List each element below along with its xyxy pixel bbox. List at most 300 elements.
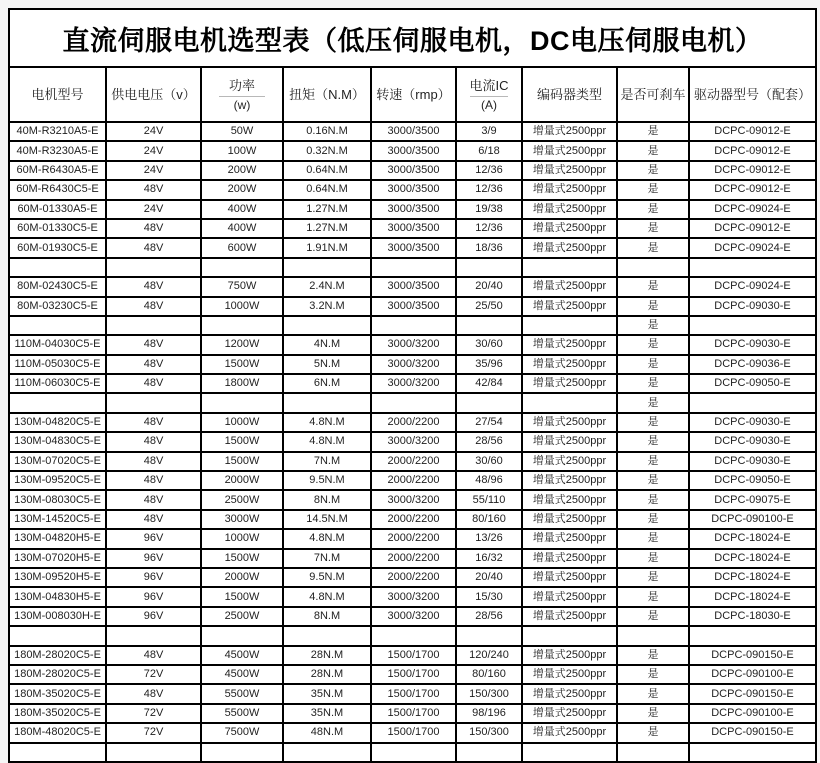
cell-brake: 是: [617, 316, 689, 335]
cell-model: 60M-01330A5-E: [9, 200, 106, 219]
cell-current: 19/38: [456, 200, 522, 219]
cell-encoder: 增量式2500ppr: [522, 549, 617, 568]
cell-voltage: 48V: [106, 490, 201, 509]
cell-current: 150/300: [456, 723, 522, 742]
cell-torque: 0.64N.M: [283, 180, 371, 199]
cell-power: 1000W: [201, 297, 283, 316]
table-row: [9, 471, 816, 490]
cell-model: 60M-R6430C5-E: [9, 180, 106, 199]
cell-model: 130M-09520H5-E: [9, 568, 106, 587]
cell-current: 80/160: [456, 665, 522, 684]
table-row: [9, 432, 816, 451]
cell-brake: 是: [617, 568, 689, 587]
cell-driver: DCPC-09030-E: [689, 413, 816, 432]
table-row: [9, 180, 816, 199]
cell-current: [456, 393, 522, 412]
cell-brake: 是: [617, 141, 689, 160]
cell-speed: [371, 393, 456, 412]
cell-power: 1000W: [201, 413, 283, 432]
column-header-current: [456, 67, 522, 122]
table-row: [9, 355, 816, 374]
cell-current: [456, 258, 522, 277]
cell-current: 15/30: [456, 587, 522, 606]
cell-voltage: 24V: [106, 141, 201, 160]
cell-torque: 4.8N.M: [283, 432, 371, 451]
cell-speed: 2000/2200: [371, 452, 456, 471]
cell-driver: DCPC-090100-E: [689, 510, 816, 529]
cell-brake: 是: [617, 432, 689, 451]
cell-model: 40M-R3230A5-E: [9, 141, 106, 160]
column-header-voltage: [106, 67, 201, 122]
table-row: [9, 297, 816, 316]
cell-driver: DCPC-09024-E: [689, 200, 816, 219]
table-row: [9, 549, 816, 568]
cell-power: 200W: [201, 161, 283, 180]
cell-voltage: [106, 316, 201, 335]
cell-model: 180M-35020C5-E: [9, 704, 106, 723]
cell-brake: [617, 258, 689, 277]
cell-torque: 1.27N.M: [283, 219, 371, 238]
cell-encoder: 增量式2500ppr: [522, 490, 617, 509]
cell-driver: DCPC-09012-E: [689, 122, 816, 141]
cell-power: 750W: [201, 277, 283, 296]
cell-brake: 是: [617, 587, 689, 606]
cell-encoder: [522, 393, 617, 412]
table-row: [9, 200, 816, 219]
cell-voltage: 96V: [106, 607, 201, 626]
cell-torque: 4.8N.M: [283, 587, 371, 606]
cell-power: [201, 626, 283, 645]
cell-driver: DCPC-090100-E: [689, 704, 816, 723]
cell-encoder: 增量式2500ppr: [522, 219, 617, 238]
column-header-unit: (w): [219, 96, 265, 112]
table-row: [9, 413, 816, 432]
cell-encoder: 增量式2500ppr: [522, 452, 617, 471]
cell-torque: 2.4N.M: [283, 277, 371, 296]
cell-speed: 3000/3500: [371, 277, 456, 296]
cell-driver: DCPC-09036-E: [689, 355, 816, 374]
cell-speed: 3000/3500: [371, 161, 456, 180]
cell-model: [9, 626, 106, 645]
cell-model: [9, 393, 106, 412]
cell-encoder: 增量式2500ppr: [522, 238, 617, 257]
cell-current: 28/56: [456, 607, 522, 626]
cell-power: 2000W: [201, 471, 283, 490]
cell-driver: DCPC-09075-E: [689, 490, 816, 509]
cell-model: 60M-01930C5-E: [9, 238, 106, 257]
cell-power: 400W: [201, 219, 283, 238]
cell-current: 55/110: [456, 490, 522, 509]
cell-speed: 3000/3200: [371, 374, 456, 393]
cell-voltage: 48V: [106, 510, 201, 529]
cell-power: [201, 393, 283, 412]
column-header-model: [9, 67, 106, 122]
cell-voltage: 24V: [106, 161, 201, 180]
cell-encoder: 增量式2500ppr: [522, 355, 617, 374]
cell-brake: 是: [617, 646, 689, 665]
cell-encoder: 增量式2500ppr: [522, 180, 617, 199]
table-row: [9, 723, 816, 742]
cell-torque: 9.5N.M: [283, 471, 371, 490]
cell-power: 2500W: [201, 490, 283, 509]
cell-driver: DCPC-090150-E: [689, 646, 816, 665]
cell-brake: 是: [617, 471, 689, 490]
cell-encoder: 增量式2500ppr: [522, 335, 617, 354]
cell-driver: DCPC-09012-E: [689, 219, 816, 238]
cell-brake: 是: [617, 238, 689, 257]
cell-encoder: 增量式2500ppr: [522, 374, 617, 393]
cell-model: 60M-01330C5-E: [9, 219, 106, 238]
table-row: [9, 743, 816, 762]
cell-voltage: 48V: [106, 335, 201, 354]
column-header-label: 驱动器型号（配套）: [693, 86, 811, 102]
cell-torque: 14.5N.M: [283, 510, 371, 529]
cell-model: 80M-02430C5-E: [9, 277, 106, 296]
cell-driver: DCPC-09030-E: [689, 335, 816, 354]
cell-torque: [283, 393, 371, 412]
cell-encoder: 增量式2500ppr: [522, 200, 617, 219]
column-header-unit: (A): [470, 96, 507, 112]
cell-speed: 3000/3500: [371, 200, 456, 219]
table-row: [9, 335, 816, 354]
cell-torque: 8N.M: [283, 607, 371, 626]
cell-power: 1500W: [201, 549, 283, 568]
cell-current: 150/300: [456, 684, 522, 703]
cell-brake: 是: [617, 297, 689, 316]
cell-model: 40M-R3210A5-E: [9, 122, 106, 141]
cell-torque: 4N.M: [283, 335, 371, 354]
cell-current: 12/36: [456, 180, 522, 199]
cell-torque: [283, 258, 371, 277]
motor-selection-table: [8, 8, 817, 763]
cell-power: 1500W: [201, 587, 283, 606]
cell-torque: [283, 743, 371, 762]
cell-driver: DCPC-09030-E: [689, 297, 816, 316]
cell-encoder: 增量式2500ppr: [522, 704, 617, 723]
table-row: [9, 277, 816, 296]
cell-voltage: 24V: [106, 200, 201, 219]
cell-torque: 7N.M: [283, 549, 371, 568]
cell-speed: 2000/2200: [371, 510, 456, 529]
cell-current: 20/40: [456, 568, 522, 587]
table-row: [9, 161, 816, 180]
cell-driver: [689, 393, 816, 412]
cell-voltage: 48V: [106, 374, 201, 393]
cell-torque: 1.27N.M: [283, 200, 371, 219]
cell-voltage: 48V: [106, 277, 201, 296]
cell-model: 180M-28020C5-E: [9, 646, 106, 665]
cell-torque: 28N.M: [283, 646, 371, 665]
cell-driver: DCPC-09012-E: [689, 161, 816, 180]
cell-power: 600W: [201, 238, 283, 257]
cell-current: 18/36: [456, 238, 522, 257]
cell-current: 12/36: [456, 219, 522, 238]
table-row: [9, 704, 816, 723]
cell-encoder: 增量式2500ppr: [522, 684, 617, 703]
cell-current: 80/160: [456, 510, 522, 529]
cell-encoder: [522, 316, 617, 335]
cell-power: 1500W: [201, 452, 283, 471]
cell-power: [201, 258, 283, 277]
cell-encoder: 增量式2500ppr: [522, 277, 617, 296]
cell-brake: 是: [617, 723, 689, 742]
table-row: [9, 141, 816, 160]
cell-brake: 是: [617, 529, 689, 548]
cell-model: 130M-07020H5-E: [9, 549, 106, 568]
cell-voltage: 48V: [106, 471, 201, 490]
cell-power: 4500W: [201, 646, 283, 665]
cell-speed: [371, 626, 456, 645]
column-header-label: 电流IC: [469, 77, 509, 93]
cell-encoder: 增量式2500ppr: [522, 432, 617, 451]
cell-current: [456, 626, 522, 645]
cell-torque: 7N.M: [283, 452, 371, 471]
cell-driver: [689, 258, 816, 277]
cell-current: 3/9: [456, 122, 522, 141]
cell-speed: 2000/2200: [371, 549, 456, 568]
column-header-speed: [371, 67, 456, 122]
cell-model: 180M-28020C5-E: [9, 665, 106, 684]
table-row: [9, 665, 816, 684]
cell-current: 48/96: [456, 471, 522, 490]
table-row: [9, 646, 816, 665]
cell-model: 110M-04030C5-E: [9, 335, 106, 354]
cell-voltage: [106, 393, 201, 412]
cell-speed: 3000/3200: [371, 355, 456, 374]
table-row: [9, 393, 816, 412]
cell-model: 130M-09520C5-E: [9, 471, 106, 490]
cell-speed: 2000/2200: [371, 568, 456, 587]
cell-current: 30/60: [456, 335, 522, 354]
column-header-label: 电机型号: [31, 86, 84, 102]
cell-voltage: 72V: [106, 704, 201, 723]
cell-speed: 3000/3500: [371, 219, 456, 238]
cell-voltage: 48V: [106, 180, 201, 199]
cell-power: [201, 743, 283, 762]
cell-voltage: 96V: [106, 568, 201, 587]
cell-power: 1800W: [201, 374, 283, 393]
cell-driver: DCPC-090150-E: [689, 684, 816, 703]
cell-voltage: 48V: [106, 432, 201, 451]
title-row: [9, 9, 816, 67]
column-header-label: 编码器类型: [536, 86, 602, 102]
cell-current: 27/54: [456, 413, 522, 432]
cell-torque: 6N.M: [283, 374, 371, 393]
cell-driver: DCPC-09024-E: [689, 238, 816, 257]
cell-brake: 是: [617, 200, 689, 219]
cell-power: 100W: [201, 141, 283, 160]
cell-driver: DCPC-18024-E: [689, 568, 816, 587]
cell-speed: 3000/3500: [371, 238, 456, 257]
cell-voltage: 48V: [106, 219, 201, 238]
cell-power: 400W: [201, 200, 283, 219]
table-row: [9, 122, 816, 141]
cell-model: 60M-R6430A5-E: [9, 161, 106, 180]
cell-driver: DCPC-09050-E: [689, 471, 816, 490]
cell-voltage: [106, 743, 201, 762]
cell-speed: 2000/2200: [371, 529, 456, 548]
cell-encoder: 增量式2500ppr: [522, 646, 617, 665]
cell-model: 180M-35020C5-E: [9, 684, 106, 703]
cell-current: 120/240: [456, 646, 522, 665]
cell-power: 1500W: [201, 432, 283, 451]
cell-power: 1200W: [201, 335, 283, 354]
cell-speed: 3000/3500: [371, 180, 456, 199]
cell-current: 6/18: [456, 141, 522, 160]
cell-torque: 8N.M: [283, 490, 371, 509]
cell-torque: [283, 316, 371, 335]
cell-torque: 0.64N.M: [283, 161, 371, 180]
column-header-label: 转速（rmp）: [376, 86, 451, 102]
cell-power: 50W: [201, 122, 283, 141]
table-row: [9, 238, 816, 257]
table-row: [9, 490, 816, 509]
cell-model: 130M-04830C5-E: [9, 432, 106, 451]
column-header-driver: [689, 67, 816, 122]
cell-current: 13/26: [456, 529, 522, 548]
cell-brake: 是: [617, 452, 689, 471]
cell-model: 80M-03230C5-E: [9, 297, 106, 316]
column-header-torque: [283, 67, 371, 122]
cell-encoder: 增量式2500ppr: [522, 413, 617, 432]
cell-torque: 5N.M: [283, 355, 371, 374]
cell-current: 30/60: [456, 452, 522, 471]
cell-brake: 是: [617, 374, 689, 393]
cell-speed: 3000/3200: [371, 607, 456, 626]
cell-torque: 4.8N.M: [283, 413, 371, 432]
cell-torque: 4.8N.M: [283, 529, 371, 548]
cell-speed: 1500/1700: [371, 723, 456, 742]
cell-speed: [371, 743, 456, 762]
cell-model: 110M-05030C5-E: [9, 355, 106, 374]
cell-voltage: [106, 626, 201, 645]
cell-brake: 是: [617, 393, 689, 412]
cell-driver: [689, 316, 816, 335]
cell-speed: 2000/2200: [371, 471, 456, 490]
cell-encoder: 增量式2500ppr: [522, 607, 617, 626]
table-row: [9, 316, 816, 335]
cell-driver: DCPC-09030-E: [689, 432, 816, 451]
cell-voltage: 48V: [106, 413, 201, 432]
table-row: [9, 452, 816, 471]
cell-driver: [689, 626, 816, 645]
cell-speed: 3000/3200: [371, 587, 456, 606]
header-row: [9, 67, 816, 122]
cell-model: 110M-06030C5-E: [9, 374, 106, 393]
cell-model: 130M-04820C5-E: [9, 413, 106, 432]
cell-voltage: 48V: [106, 297, 201, 316]
cell-encoder: [522, 258, 617, 277]
cell-brake: 是: [617, 490, 689, 509]
cell-speed: 3000/3500: [371, 297, 456, 316]
spreadsheet-area: [8, 8, 817, 763]
cell-torque: 35N.M: [283, 684, 371, 703]
column-header-label: 供电电压（v）: [111, 86, 196, 102]
cell-speed: 3000/3200: [371, 335, 456, 354]
cell-current: 25/50: [456, 297, 522, 316]
column-header-label: 功率: [228, 77, 255, 93]
table-row: [9, 684, 816, 703]
cell-model: [9, 316, 106, 335]
cell-voltage: 48V: [106, 355, 201, 374]
cell-current: 12/36: [456, 161, 522, 180]
cell-brake: 是: [617, 549, 689, 568]
cell-brake: 是: [617, 413, 689, 432]
cell-torque: 28N.M: [283, 665, 371, 684]
cell-brake: 是: [617, 355, 689, 374]
cell-model: [9, 258, 106, 277]
cell-current: 42/84: [456, 374, 522, 393]
cell-model: 130M-008030H-E: [9, 607, 106, 626]
cell-speed: 1500/1700: [371, 704, 456, 723]
cell-voltage: 96V: [106, 549, 201, 568]
column-header-label: 扭矩（N.M）: [289, 86, 365, 102]
cell-encoder: 增量式2500ppr: [522, 568, 617, 587]
cell-torque: [283, 626, 371, 645]
cell-encoder: 增量式2500ppr: [522, 723, 617, 742]
cell-current: 28/56: [456, 432, 522, 451]
cell-driver: DCPC-090100-E: [689, 665, 816, 684]
cell-driver: DCPC-09024-E: [689, 277, 816, 296]
cell-power: 4500W: [201, 665, 283, 684]
cell-torque: 1.91N.M: [283, 238, 371, 257]
cell-current: [456, 743, 522, 762]
cell-encoder: 增量式2500ppr: [522, 471, 617, 490]
cell-encoder: 增量式2500ppr: [522, 161, 617, 180]
column-header-label: 是否可刹车: [620, 86, 686, 102]
table-row: [9, 626, 816, 645]
column-header-power: [201, 67, 283, 122]
cell-voltage: [106, 258, 201, 277]
cell-brake: [617, 626, 689, 645]
cell-speed: 3000/3200: [371, 490, 456, 509]
cell-speed: 1500/1700: [371, 665, 456, 684]
cell-voltage: 48V: [106, 646, 201, 665]
cell-driver: DCPC-09012-E: [689, 141, 816, 160]
cell-power: 3000W: [201, 510, 283, 529]
cell-brake: 是: [617, 335, 689, 354]
cell-encoder: 增量式2500ppr: [522, 297, 617, 316]
cell-model: 130M-08030C5-E: [9, 490, 106, 509]
cell-brake: 是: [617, 180, 689, 199]
cell-speed: [371, 316, 456, 335]
table-row: [9, 219, 816, 238]
cell-driver: DCPC-09050-E: [689, 374, 816, 393]
table-row: [9, 510, 816, 529]
table-row: [9, 568, 816, 587]
cell-torque: 0.16N.M: [283, 122, 371, 141]
cell-encoder: [522, 743, 617, 762]
cell-power: 5500W: [201, 684, 283, 703]
cell-speed: 1500/1700: [371, 646, 456, 665]
cell-voltage: 72V: [106, 665, 201, 684]
cell-encoder: 增量式2500ppr: [522, 122, 617, 141]
cell-current: [456, 316, 522, 335]
cell-encoder: 增量式2500ppr: [522, 510, 617, 529]
cell-brake: 是: [617, 277, 689, 296]
cell-torque: 9.5N.M: [283, 568, 371, 587]
cell-power: [201, 316, 283, 335]
cell-encoder: 增量式2500ppr: [522, 665, 617, 684]
cell-driver: DCPC-18024-E: [689, 549, 816, 568]
table-row: [9, 607, 816, 626]
cell-voltage: 96V: [106, 587, 201, 606]
cell-voltage: 96V: [106, 529, 201, 548]
cell-voltage: 48V: [106, 238, 201, 257]
cell-driver: DCPC-09030-E: [689, 452, 816, 471]
table-row: [9, 374, 816, 393]
cell-brake: 是: [617, 122, 689, 141]
